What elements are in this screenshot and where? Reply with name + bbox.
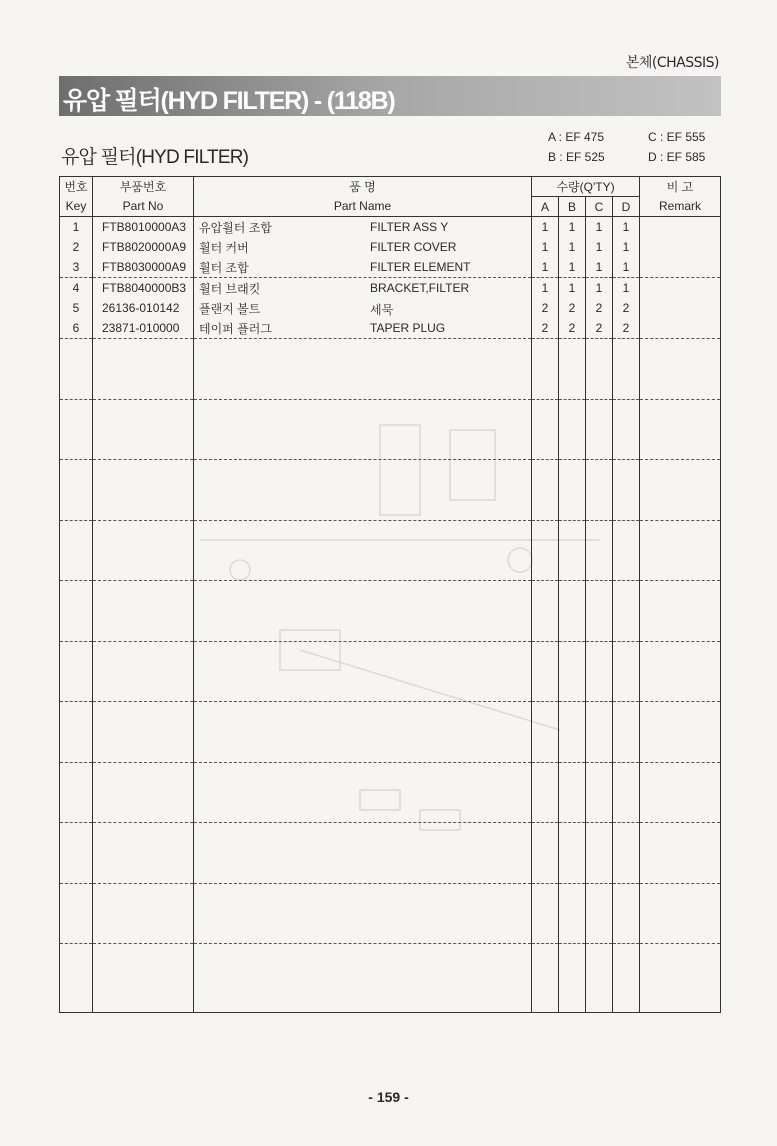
empty-row xyxy=(60,399,721,460)
row-name-en: TAPER PLUG xyxy=(370,321,446,335)
row-part-name xyxy=(194,257,532,278)
model-d: D : EF 585 xyxy=(648,150,706,164)
row-qty-a: 1 xyxy=(532,217,559,238)
row-qty-b: 2 xyxy=(559,318,586,339)
row-qty-b: 1 xyxy=(559,217,586,238)
col-qty: 수량(Q'TY) xyxy=(532,177,640,197)
row-part-no: 26136-010142 xyxy=(93,298,194,318)
title-bar xyxy=(59,76,721,116)
col-key-kr: 번호 xyxy=(60,177,93,197)
row-name-kr: 휠터 조합 xyxy=(199,260,249,275)
row-qty-d: 2 xyxy=(613,298,640,318)
row-qty-b: 2 xyxy=(559,298,586,318)
col-name-kr: 품 명 xyxy=(194,177,532,197)
table-row xyxy=(60,217,721,238)
row-name-en: FILTER COVER xyxy=(370,240,457,254)
row-key: 1 xyxy=(60,217,93,238)
empty-row xyxy=(60,641,721,702)
empty-row xyxy=(60,944,721,1013)
empty-row xyxy=(60,581,721,642)
row-remark xyxy=(640,278,721,299)
row-key: 2 xyxy=(60,237,93,257)
row-remark xyxy=(640,318,721,339)
empty-row xyxy=(60,823,721,884)
row-name-kr: 플랜지 볼트 xyxy=(199,301,261,316)
row-part-name xyxy=(194,237,532,257)
row-qty-d: 1 xyxy=(613,278,640,299)
col-qty-c: C xyxy=(586,197,613,217)
row-qty-a: 1 xyxy=(532,257,559,278)
row-qty-b: 1 xyxy=(559,257,586,278)
table-row xyxy=(60,278,721,299)
row-name-en: 세묵 xyxy=(370,303,394,317)
row-qty-d: 1 xyxy=(613,257,640,278)
row-qty-c: 2 xyxy=(586,298,613,318)
row-name-kr: 테이퍼 플러그 xyxy=(199,321,272,336)
section-header: 본체(CHASSIS) xyxy=(625,55,719,71)
row-part-name xyxy=(194,298,532,318)
row-part-no: FTB8020000A9 xyxy=(93,237,194,257)
row-name-en: FILTER ELEMENT xyxy=(370,260,471,274)
table-row xyxy=(60,318,721,339)
row-qty-b: 1 xyxy=(559,237,586,257)
model-c: C : EF 555 xyxy=(648,130,706,144)
col-partno-en: Part No xyxy=(93,197,194,217)
empty-row xyxy=(60,762,721,823)
empty-row xyxy=(60,883,721,944)
row-name-kr: 유압휠터 조합 xyxy=(199,220,272,235)
row-qty-a: 1 xyxy=(532,278,559,299)
row-part-name xyxy=(194,278,532,299)
table-row xyxy=(60,257,721,278)
row-part-name xyxy=(194,318,532,339)
row-qty-a: 1 xyxy=(532,237,559,257)
row-qty-c: 1 xyxy=(586,217,613,238)
table-row xyxy=(60,237,721,257)
empty-row xyxy=(60,702,721,763)
row-remark xyxy=(640,217,721,238)
model-a: A : EF 475 xyxy=(548,130,605,144)
row-key: 3 xyxy=(60,257,93,278)
col-remark-en: Remark xyxy=(640,197,721,217)
row-name-en: FILTER ASS Y xyxy=(370,220,449,234)
row-qty-c: 1 xyxy=(586,278,613,299)
row-part-name xyxy=(194,217,532,238)
col-qty-d: D xyxy=(613,197,640,217)
row-qty-b: 1 xyxy=(559,278,586,299)
col-name-en: Part Name xyxy=(194,197,532,217)
row-qty-d: 2 xyxy=(613,318,640,339)
parts-table xyxy=(59,176,721,1013)
row-qty-c: 1 xyxy=(586,257,613,278)
row-key: 5 xyxy=(60,298,93,318)
col-partno-kr: 부품번호 xyxy=(93,177,194,197)
page-title: 유압 필터(HYD FILTER) - (118B) xyxy=(63,87,395,115)
row-qty-c: 2 xyxy=(586,318,613,339)
row-part-no: FTB8010000A3 xyxy=(93,217,194,238)
row-key: 6 xyxy=(60,318,93,339)
table-row xyxy=(60,298,721,318)
row-name-kr: 휠터 브래킷 xyxy=(199,281,261,296)
row-part-no: FTB8030000A9 xyxy=(93,257,194,278)
row-part-no: 23871-010000 xyxy=(93,318,194,339)
subtitle: 유압 필터(HYD FILTER) xyxy=(61,147,249,168)
row-qty-d: 1 xyxy=(613,217,640,238)
row-remark xyxy=(640,257,721,278)
col-qty-b: B xyxy=(559,197,586,217)
empty-row xyxy=(60,460,721,521)
empty-row xyxy=(60,520,721,581)
col-remark-kr: 비 고 xyxy=(640,177,721,197)
row-name-en: BRACKET,FILTER xyxy=(370,281,470,295)
model-b: B : EF 525 xyxy=(548,150,605,164)
row-qty-c: 1 xyxy=(586,237,613,257)
row-qty-d: 1 xyxy=(613,237,640,257)
row-remark xyxy=(640,237,721,257)
col-qty-a: A xyxy=(532,197,559,217)
row-qty-a: 2 xyxy=(532,318,559,339)
row-qty-a: 2 xyxy=(532,298,559,318)
row-key: 4 xyxy=(60,278,93,299)
col-key-en: Key xyxy=(60,197,93,217)
row-name-kr: 휠터 커버 xyxy=(199,240,249,255)
row-remark xyxy=(640,298,721,318)
row-part-no: FTB8040000B3 xyxy=(93,278,194,299)
empty-row xyxy=(60,339,721,400)
page-number: - 159 - xyxy=(368,1089,409,1105)
